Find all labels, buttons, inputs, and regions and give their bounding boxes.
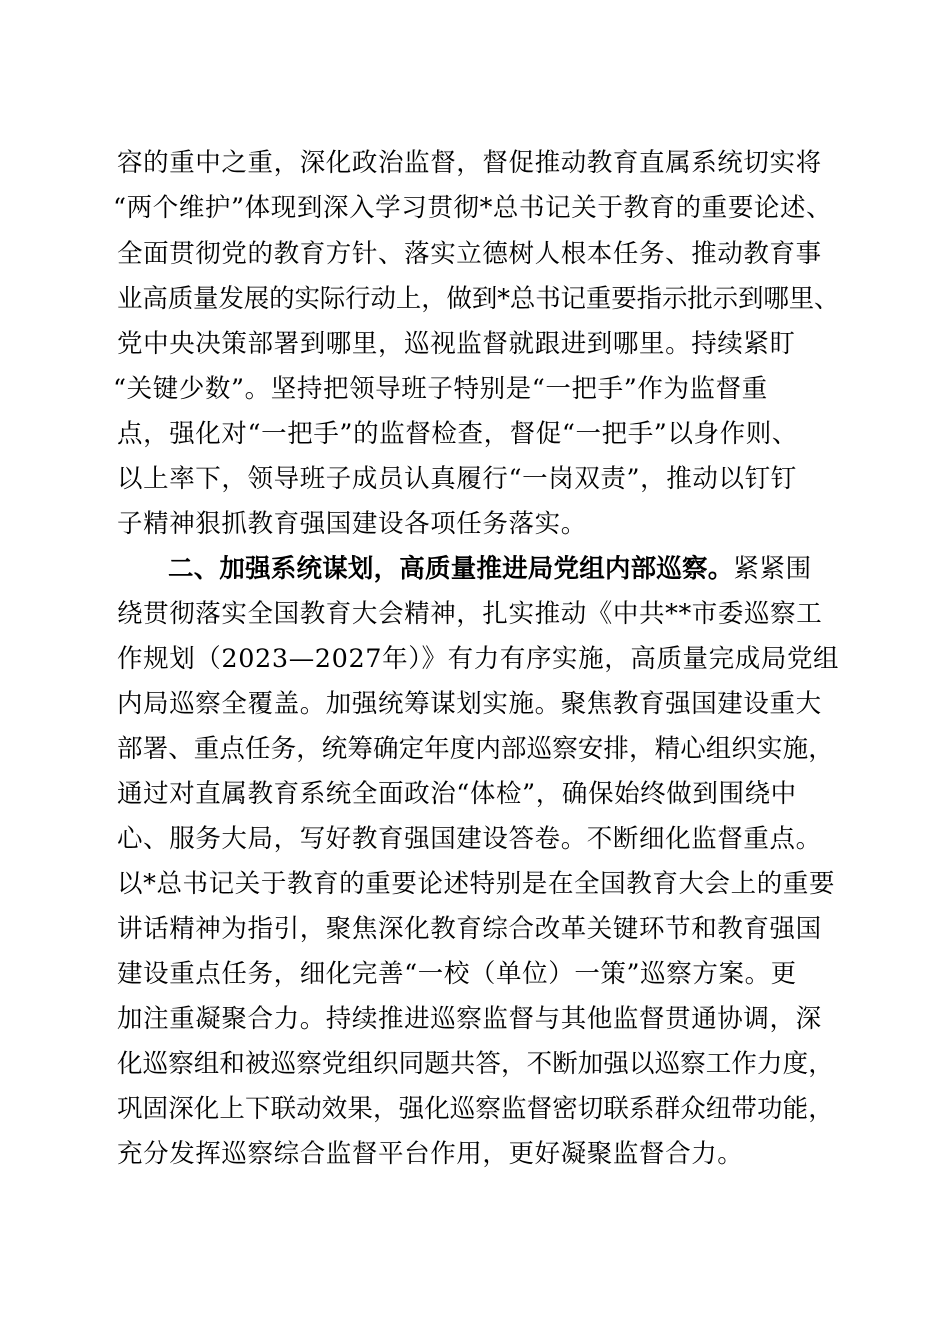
paragraph-line: “关键少数”。坚持把领导班子特别是“一把手”作为监督重 xyxy=(113,374,768,404)
paragraph-line: 巩固深化上下联动效果，强化巡察监督密切联系群众纽带功能， xyxy=(117,1094,834,1124)
paragraph-line: 充分发挥巡察综合监督平台作用，更好凝聚监督合力。 xyxy=(117,1139,744,1169)
paragraph-line: 业高质量发展的实际行动上，做到*总书记重要指示批示到哪里、 xyxy=(117,284,840,314)
paragraph-line: 绕贯彻落实全国教育大会精神，扎实推动《中共**市委巡察工 xyxy=(117,599,823,629)
paragraph-line: 点，强化对“一把手”的监督检查，督促“一把手”以身作则、 xyxy=(117,419,798,449)
paragraph-line: 全面贯彻党的教育方针、落实立德树人根本任务、推动教育事 xyxy=(117,239,822,269)
paragraph-line: 化巡察组和被巡察党组织同题共答，不断加强以巡察工作力度， xyxy=(117,1049,834,1079)
paragraph-line: 子精神狠抓教育强国建设各项任务落实。 xyxy=(117,509,587,539)
paragraph-line: 以上率下，领导班子成员认真履行“一岗双责”，推动以钉钉 xyxy=(117,464,797,494)
paragraph-line: 建设重点任务，细化完善“一校（单位）一策”巡察方案。更 xyxy=(117,959,797,989)
paragraph-line: 内局巡察全覆盖。加强统筹谋划实施。聚焦教育强国建设重大 xyxy=(117,689,822,719)
paragraph-line: 加注重凝聚合力。持续推进巡察监督与其他监督贯通协调，深 xyxy=(117,1004,822,1034)
paragraph-line: 讲话精神为指引，聚焦深化教育综合改革关键环节和教育强国 xyxy=(117,914,822,944)
paragraph-line: 容的重中之重，深化政治监督，督促推动教育直属系统切实将 xyxy=(117,148,822,178)
paragraph-line: 通过对直属教育系统全面政治“体检”，确保始终做到围绕中 xyxy=(117,779,797,809)
paragraph-line: “两个维护”体现到深入学习贯彻*总书记关于教育的重要论述、 xyxy=(113,193,833,223)
section-first-line xyxy=(168,549,812,589)
section-first-line-text: 紧紧围 xyxy=(733,554,812,584)
section-heading: 二、加强系统谋划，高质量推进局党组内部巡察。 xyxy=(168,554,734,584)
paragraph-line: 部署、重点任务，统筹确定年度内部巡察安排，精心组织实施， xyxy=(117,734,834,764)
paragraph-line: 以*总书记关于教育的重要论述特别是在全国教育大会上的重要 xyxy=(117,869,836,899)
paragraph-line: 作规划（2023—2027年）》有力有序实施，高质量完成局党组 xyxy=(117,644,840,674)
paragraph-line: 党中央决策部署到哪里，巡视监督就跟进到哪里。持续紧盯 xyxy=(117,329,796,359)
paragraph-line: 心、服务大局，写好教育强国建设答卷。不断细化监督重点。 xyxy=(117,824,822,854)
